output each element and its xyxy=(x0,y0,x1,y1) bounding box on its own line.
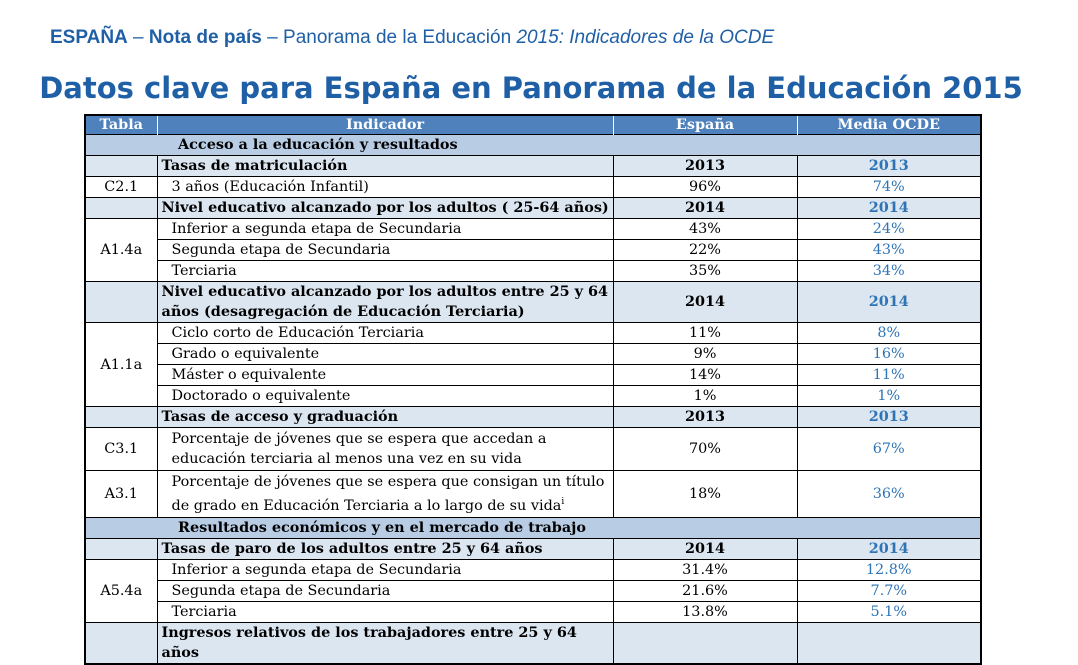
indicator-group: Tasas de matriculación xyxy=(157,156,613,177)
table-code: C2.1 xyxy=(85,177,157,198)
section-title: Resultados económicos y en el mercado de trabajo xyxy=(85,517,981,538)
document-header xyxy=(50,24,774,52)
oecd-value: 2013 xyxy=(797,407,981,428)
indicator-label: Terciaria xyxy=(157,261,613,282)
oecd-value: 7.7% xyxy=(797,580,981,601)
footnote-marker: i xyxy=(561,497,565,507)
page-title: Datos clave para España en Panorama de la Educación 2015 xyxy=(39,71,1023,105)
oecd-value: 43% xyxy=(797,240,981,261)
indicator-label: Terciaria xyxy=(157,601,613,622)
indicator-label: Segunda etapa de Secundaria xyxy=(157,580,613,601)
table-row xyxy=(85,428,981,471)
publication-label: Panorama de la Educación xyxy=(283,27,517,48)
oecd-value: 2013 xyxy=(797,156,981,177)
indicator-label: Grado o equivalente xyxy=(157,344,613,365)
spain-value: 31.4% xyxy=(613,559,797,580)
table-row xyxy=(85,386,981,407)
indicator-label: 3 años (Educación Infantil) xyxy=(157,177,613,198)
spain-value: 2013 xyxy=(613,156,797,177)
indicator-label xyxy=(157,471,613,518)
table-row xyxy=(85,282,981,323)
table-row xyxy=(85,622,981,664)
column-header-tabla: Tabla xyxy=(85,115,157,135)
indicator-label: Segunda etapa de Secundaria xyxy=(157,240,613,261)
table-row xyxy=(85,156,981,177)
indicator-group: Tasas de acceso y graduación xyxy=(157,407,613,428)
table-row xyxy=(85,407,981,428)
oecd-value: 2014 xyxy=(797,538,981,559)
table-row xyxy=(85,559,981,580)
oecd-value: 11% xyxy=(797,365,981,386)
oecd-value: 1% xyxy=(797,386,981,407)
table-code: A1.4a xyxy=(85,219,157,282)
indicator-label: Inferior a segunda etapa de Secundaria xyxy=(157,559,613,580)
column-header-espana: España xyxy=(613,115,797,135)
oecd-value: 16% xyxy=(797,344,981,365)
spain-value: 2014 xyxy=(613,198,797,219)
oecd-value: 2014 xyxy=(797,282,981,323)
spain-value: 96% xyxy=(613,177,797,198)
table-code: A3.1 xyxy=(85,471,157,518)
spain-value: 2014 xyxy=(613,282,797,323)
indicator-text: Porcentaje de jóvenes que se espera que consigan un título de grado en Educación Terciaria a lo largo de su vida xyxy=(171,474,605,514)
key-data-table xyxy=(84,114,980,665)
oecd-value: 12.8% xyxy=(797,559,981,580)
indicator-label: Ciclo corto de Educación Terciaria xyxy=(157,323,613,344)
table-row xyxy=(85,471,981,518)
indicator-label: Máster o equivalente xyxy=(157,365,613,386)
section-row xyxy=(85,135,981,156)
spain-value: 11% xyxy=(613,323,797,344)
note-label: Nota de país xyxy=(148,27,262,48)
section-title: Acceso a la educación y resultados xyxy=(85,135,981,156)
spain-value: 1% xyxy=(613,386,797,407)
country-label: ESPAÑA xyxy=(50,27,128,48)
indicator-label: Porcentaje de jóvenes que se espera que accedan a educación terciaria al menos una vez en su vida xyxy=(157,428,613,471)
table-row xyxy=(85,538,981,559)
oecd-value: 2014 xyxy=(797,198,981,219)
oecd-value: 67% xyxy=(797,428,981,471)
indicator-label: Inferior a segunda etapa de Secundaria xyxy=(157,219,613,240)
column-header-indicador: Indicador xyxy=(157,115,613,135)
column-header-media-ocde: Media OCDE xyxy=(797,115,981,135)
spain-value: 13.8% xyxy=(613,601,797,622)
spain-value: 18% xyxy=(613,471,797,518)
table-row xyxy=(85,580,981,601)
oecd-value: 24% xyxy=(797,219,981,240)
table-code: A1.1a xyxy=(85,323,157,407)
spain-value: 22% xyxy=(613,240,797,261)
separator: – xyxy=(127,27,149,48)
table-row xyxy=(85,344,981,365)
table-code: A5.4a xyxy=(85,559,157,622)
spain-value: 2013 xyxy=(613,407,797,428)
publication-subtitle: 2015: Indicadores de la OCDE xyxy=(516,27,775,48)
spain-value: 2014 xyxy=(613,538,797,559)
indicator-group: Ingresos relativos de los trabajadores entre 25 y 64 años xyxy=(157,622,613,664)
oecd-value: 74% xyxy=(797,177,981,198)
table-row xyxy=(85,261,981,282)
table-row xyxy=(85,177,981,198)
table-row xyxy=(85,601,981,622)
oecd-value: 8% xyxy=(797,323,981,344)
oecd-value: 36% xyxy=(797,471,981,518)
spain-value: 43% xyxy=(613,219,797,240)
indicator-group: Nivel educativo alcanzado por los adultos entre 25 y 64 años (desagregación de Educación Terciaria) xyxy=(157,282,613,323)
spain-value: 35% xyxy=(613,261,797,282)
table-row xyxy=(85,365,981,386)
spain-value: 70% xyxy=(613,428,797,471)
indicator-group: Tasas de paro de los adultos entre 25 y 64 años xyxy=(157,538,613,559)
separator: – xyxy=(261,27,284,48)
table-row xyxy=(85,219,981,240)
section-row xyxy=(85,517,981,538)
oecd-value: 5.1% xyxy=(797,601,981,622)
spain-value: 21.6% xyxy=(613,580,797,601)
table-code: C3.1 xyxy=(85,428,157,471)
oecd-value: 34% xyxy=(797,261,981,282)
spain-value: 9% xyxy=(613,344,797,365)
table-row xyxy=(85,240,981,261)
spain-value: 14% xyxy=(613,365,797,386)
table-row xyxy=(85,198,981,219)
indicator-group: Nivel educativo alcanzado por los adultos ( 25-64 años) xyxy=(157,198,613,219)
table-row xyxy=(85,323,981,344)
indicator-label: Doctorado o equivalente xyxy=(157,386,613,407)
